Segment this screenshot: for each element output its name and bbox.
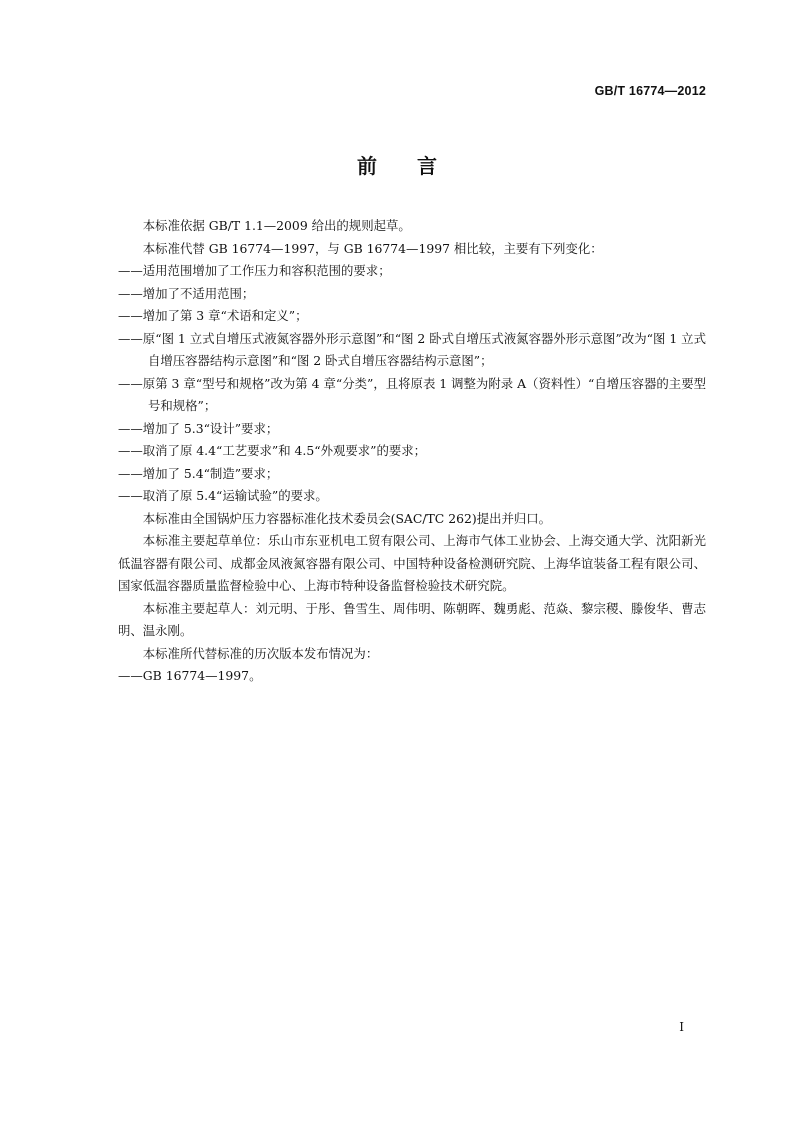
foreword-body <box>118 215 706 688</box>
change-item: ——原“图 1 立式自增压式液氮容器外形示意图”和“图 2 卧式自增压式液氮容器外形示意图”改为“图 1 立式自增压容器结构示意图”和“图 2 卧式自增压容器结构示意图”； <box>118 330 706 368</box>
page-title: 前言 <box>357 154 477 178</box>
change-item: ——增加了不适用范围； <box>118 285 255 301</box>
page-number: I <box>679 1020 684 1034</box>
change-item: ——原第 3 章“型号和规格”改为第 4 章“分类”，且将原表 1 调整为附录 A（资料性）“自增压容器的主要型号和规格”； <box>118 375 706 413</box>
paragraph-drafting-units: 本标准主要起草单位：乐山市东亚机电工贸有限公司、上海市气体工业协会、上海交通大学、沈阳新光低温容器有限公司、成都金凤液氮容器有限公司、中国特种设备检测研究院、上海华谊装备工程有限公司、国家低温容器质量监督检验中心、上海市特种设备监督检验技术研究院。 <box>118 533 706 593</box>
standard-code: GB/T 16774—2012 <box>594 84 706 98</box>
paragraph-history: 本标准所代替标准的历次版本发布情况为： <box>142 645 379 661</box>
change-item: ——增加了第 3 章“术语和定义”； <box>118 308 308 323</box>
change-item: ——取消了原 4.4“工艺要求”和 4.5“外观要求”的要求； <box>118 443 427 458</box>
change-item: ——适用范围增加了工作压力和容积范围的要求； <box>118 263 391 278</box>
paragraph-drafters: 本标准主要起草人：刘元明、于彤、鲁雪生、周伟明、陈朝晖、魏勇彪、范焱、黎宗稷、滕俊华、曹志明、温永刚。 <box>118 600 706 638</box>
change-item: ——取消了原 5.4“运输试验”的要求。 <box>118 488 328 503</box>
paragraph-proposer: 本标准由全国锅炉压力容器标准化技术委员会(SAC/TC 262)提出并归口。 <box>142 510 552 526</box>
change-item: ——增加了 5.3“设计”要求； <box>118 420 279 436</box>
history-item: ——GB 16774—1997。 <box>118 668 262 683</box>
change-item: ——增加了 5.4“制造”要求； <box>118 465 279 481</box>
paragraph-drafting-rules: 本标准依据 GB/T 1.1—2009 给出的规则起草。 <box>142 218 411 233</box>
paragraph-replacement: 本标准代替 GB 16774—1997，与 GB 16774—1997 相比较，主要有下列变化： <box>142 240 603 256</box>
